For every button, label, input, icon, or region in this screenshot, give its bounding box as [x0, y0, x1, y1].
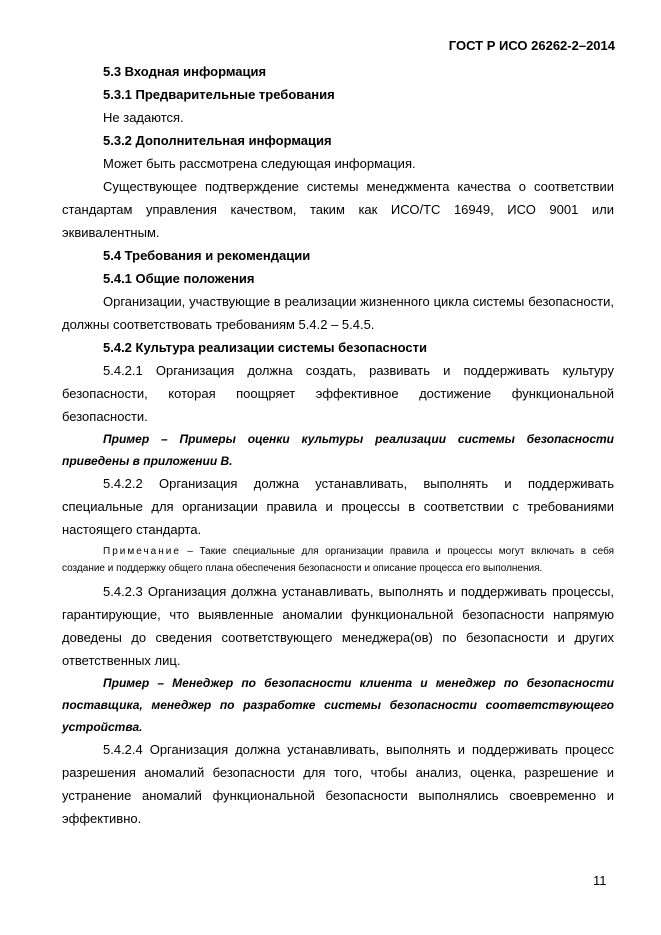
note-text: – Такие специальные для организации правила и процессы могут включать в себя создание и поддержку общего плана обеспечения безопасности и описание процесса его выполнения.: [62, 546, 614, 574]
note-label: Примечание: [103, 546, 181, 557]
section-5-3-2-paragraph: Существующее подтверждение системы менеджмента качества о соответствии стандартам управления качеством, таким как ИСО/ТС 16949, ИСО 9001 или эквивалентным.: [62, 179, 614, 240]
paragraph-5-4-2-3: 5.4.2.3 Организация должна устанавливать, выполнять и поддерживать процессы, гарантирующие, что выявленные аномалии функциональной безопасности напрямую доведены до сведения соответствующего менеджера(ов) по безопасности и других ответственных лиц.: [62, 584, 614, 668]
section-5-3-heading: 5.3 Входная информация: [103, 64, 267, 79]
paragraph-5-4-2-4: 5.4.2.4 Организация должна устанавливать, выполнять и поддерживать процесс разрешения аномалий безопасности для того, чтобы анализ, оценка, разрешение и устранение аномалий функциональной безопасности выполнялись своевременно и эффективно.: [62, 742, 614, 826]
section-5-3-1-heading: 5.3.1 Предварительные требования: [103, 87, 335, 102]
section-5-3-2-text: Может быть рассмотрена следующая информация.: [103, 156, 416, 171]
example-2: Пример – Менеджер по безопасности клиента и менеджер по безопасности поставщика, менеджер по разработке системы безопасности соответствующего устройства.: [62, 676, 614, 734]
section-5-3-2-heading: 5.3.2 Дополнительная информация: [103, 133, 332, 148]
section-5-4-1-text: Организации, участвующие в реализации жизненного цикла системы безопасности, должны соответствовать требованиям 5.4.2 – 5.4.5.: [62, 294, 614, 332]
document-code-header: ГОСТ Р ИСО 26262-2–2014: [448, 38, 615, 53]
section-5-3-1-text: Не задаются.: [103, 110, 184, 125]
paragraph-5-4-2-2: 5.4.2.2 Организация должна устанавливать, выполнять и поддерживать специальные для организации правила и процессы в соответствии с требованиями настоящего стандарта.: [62, 476, 614, 537]
example-1: Пример – Примеры оценки культуры реализации системы безопасности приведены в приложении В.: [62, 432, 614, 468]
note: [62, 543, 614, 577]
document-body: [62, 60, 614, 830]
section-5-4-2-heading: 5.4.2 Культура реализации системы безопасности: [103, 340, 427, 355]
paragraph-5-4-2-1: 5.4.2.1 Организация должна создать, развивать и поддерживать культуру безопасности, которая поощряет эффективное достижение функциональной безопасности.: [62, 363, 614, 424]
section-5-4-heading: 5.4 Требования и рекомендации: [103, 248, 311, 263]
page-number: 11: [593, 873, 607, 888]
section-5-4-1-heading: 5.4.1 Общие положения: [103, 271, 255, 286]
